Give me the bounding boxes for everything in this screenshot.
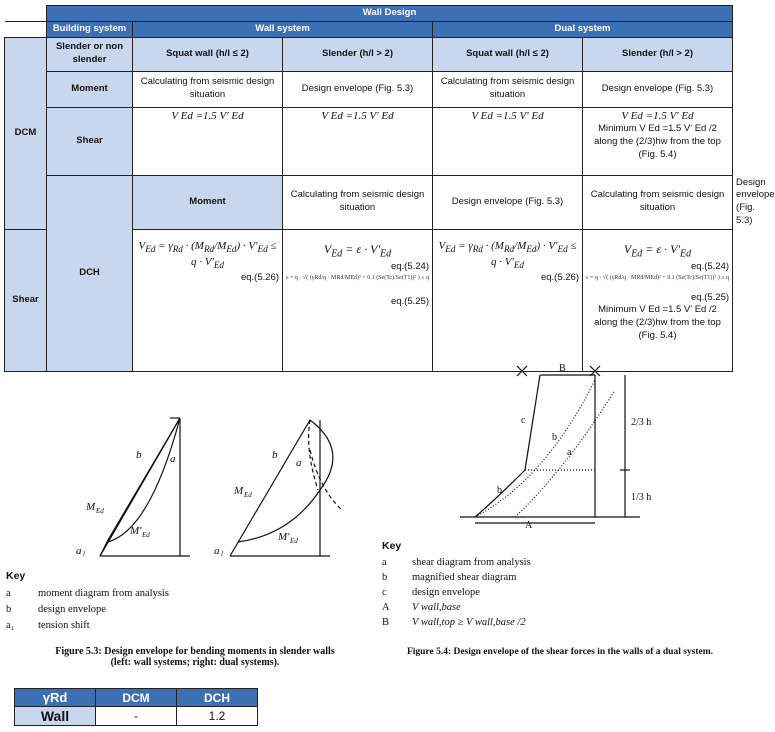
dcm-moment-dual-slender: Design envelope (Fig. 5.3)	[583, 71, 733, 107]
dcm-shear-formula: V Ed =1.5 V' Ed	[321, 109, 394, 122]
svg-text:B: B	[559, 363, 566, 374]
dual-squat-header: Squat wall (h/l ≤ 2)	[433, 37, 583, 71]
svg-text:a: a	[567, 447, 572, 458]
dcm-moment-wall-squat: Calculating from seismic design situation	[133, 71, 283, 107]
figure-5-3-drawing	[70, 410, 370, 560]
svg-text:A: A	[525, 520, 533, 531]
fig53-caption-line1: Figure 5.3: Design envelope for bending moments in slender walls	[55, 646, 335, 657]
key-row	[382, 617, 682, 628]
svg-text:M: M	[86, 501, 96, 513]
dcm-moment-dual-squat: Calculating from seismic design situation	[433, 71, 583, 107]
wall-system-header: Wall system	[133, 21, 433, 37]
svg-text:l: l	[83, 550, 85, 558]
svg-text:a: a	[214, 545, 220, 557]
dcm-shear-dual-squat	[433, 107, 583, 175]
key-text: V wall,base	[412, 602, 461, 613]
svg-text:Ed: Ed	[142, 531, 150, 539]
dch-squat-formula: $V_{Ed} = \gamma_{Rd} \cdot (M_{Rd}/M_{Ed}) \cdot V'_{Ed} \le q \cdot V'_{Ed}$	[138, 239, 277, 271]
dch-moment-dual-squat: Calculating from seismic design situation	[583, 175, 733, 229]
epsilon-formula: ε = q · √( (γRd/q · MRd/MEd)² + 0.1 (Se(Tc)/Se(T1))² ) ≤ q	[286, 274, 430, 281]
eq-ref: eq.(5.24)	[691, 260, 730, 272]
minimum-line: Minimum V Ed =1.5 V' Ed /2	[598, 123, 717, 135]
svg-text:c: c	[521, 415, 526, 426]
eq-ref: eq.(5.24)	[390, 260, 429, 272]
key-row	[382, 602, 682, 613]
gamma-dcm-header: DCM	[96, 689, 177, 707]
along-line: along the (2/3)hw from the top	[594, 136, 721, 148]
key-row	[6, 588, 206, 599]
key-symbol: b	[6, 604, 12, 615]
svg-text:b: b	[552, 432, 557, 443]
fig54-key-title: Key	[382, 540, 402, 552]
svg-text:b: b	[136, 449, 142, 461]
dcm-moment-label: Moment	[47, 71, 133, 107]
gamma-label: γRd	[15, 689, 96, 707]
key-row	[6, 620, 206, 631]
eq-ref: eq.(5.26)	[240, 272, 279, 283]
minimum-line: Minimum V Ed =1.5 V' Ed /2	[598, 304, 717, 316]
wall-slender-header: Slender (h/l > 2)	[283, 37, 433, 71]
key-text: design envelope	[38, 604, 106, 615]
key-symbol: b	[382, 572, 388, 583]
key-text: V wall,top ≥ V wall,base /2	[412, 617, 526, 628]
key-text: tension shift	[38, 620, 90, 631]
dch-moment-wall-slender: Design envelope (Fig. 5.3)	[433, 175, 583, 229]
fig54-key	[382, 540, 682, 628]
dch-slender-formula: $V_{Ed} = \varepsilon \cdot V'_{Ed}$	[623, 241, 692, 260]
dch-shear-wall-slender	[283, 229, 433, 371]
dch-moment-wall-squat: Calculating from seismic design situation	[283, 175, 433, 229]
eq-ref: eq.(5.26)	[540, 272, 579, 283]
key-row	[6, 604, 206, 615]
key-symbol: c	[382, 587, 387, 598]
gamma-row-label: Wall	[15, 707, 96, 726]
key-text: design envelope	[412, 587, 480, 598]
svg-text:a: a	[170, 453, 176, 465]
wall-design-table: Wall Design Building system Wall system Dual system DCM Slender or non slender Squat wall (h/l ≤ 2) Slender (h/l > 2) Squat wall (h/l ≤ 2) Slender (h/l > 2) Moment Calculating from seismic design situation Design envelope (Fig. 5.3) Calculating from seismic design situation Design envelope (Fig. 5.3) Shear V Ed =1.5 V' Ed V Ed =1.5 V' Ed V Ed =1.5 V' Ed V Ed =1.5 V' Ed Minimum V Ed =1.5 V' Ed /2 along the (2/3)hw from the top (Fig. 5.4) DCH Moment Calculating from seismic design situation Design envelope (Fig. 5.3) Calculating from seismic design situation Design envelope (Fig. 5.3) Shear $V_{Ed} = \gamma_{Rd} \cdot (M_{Rd}/M_{Ed}) \cdot V'_{Ed} \le q \cdot V'_{Ed}$ eq.(5.26) $V_{Ed} = \varepsilon \cdot V'_{Ed}$ eq.(5.24) ε = q · √( (γRd/q · MRd/MEd)² + 0.1 (Se(Tc)/Se(T1))² ) ≤ q eq.(5.25) $V_{Ed} = \gamma_{Rd} \cdot (M_{Rd}/M_{Ed}) \cdot V'_{Ed} \le q \cdot V'_{Ed}$ eq.(5.26) $V_{Ed} = \varepsilon \cdot V'_{Ed}$ eq.(5.24) ε = q · √( (γRd/q · MRd/MEd)² + 0.1 (Se(Tc)/Se(T1))² ) ≤ q eq.(5.25) Minimum V Ed =1.5 V' Ed /2 along the (2/3)hw from the top (Fig. 5.4)	[4, 5, 733, 372]
fig53-caption-line2: (left: wall systems; right: dual systems).	[110, 657, 280, 668]
svg-text:1/3 h: 1/3 h	[631, 492, 652, 503]
svg-text:a: a	[76, 545, 82, 557]
dcm-moment-wall-slender: Design envelope (Fig. 5.3)	[283, 71, 433, 107]
svg-text:a: a	[296, 457, 302, 469]
key-row	[382, 572, 682, 583]
svg-text:l: l	[221, 550, 223, 558]
dcm-shear-label: Shear	[47, 107, 133, 175]
fig53-key	[6, 570, 206, 631]
table-title: Wall Design	[47, 6, 733, 22]
dcm-shear-wall-squat	[133, 107, 283, 175]
dch-squat-formula: $V_{Ed} = \gamma_{Rd} \cdot (M_{Rd}/M_{Ed}) \cdot V'_{Ed} \le q \cdot V'_{Ed}$	[438, 239, 577, 271]
dch-slender-formula: $V_{Ed} = \varepsilon \cdot V'_{Ed}$	[323, 241, 392, 260]
fig53-key-title: Key	[6, 570, 26, 582]
gamma-dcm-value: -	[96, 707, 177, 726]
dual-system-header: Dual system	[433, 21, 733, 37]
svg-text:Ed: Ed	[244, 491, 252, 499]
fig54-ref: (Fig. 5.4)	[638, 149, 677, 161]
key-symbol: a	[382, 557, 387, 568]
dcm-shear-formula: V Ed =1.5 V' Ed	[171, 109, 244, 122]
eq-ref: eq.(5.25)	[691, 291, 730, 303]
svg-text:b: b	[272, 449, 278, 461]
gamma-dch-header: DCH	[177, 689, 258, 707]
svg-text:2/3 h: 2/3 h	[631, 417, 652, 428]
svg-text:Ed: Ed	[96, 507, 104, 515]
fig53-caption	[40, 646, 350, 668]
dcm-shear-formula: V Ed =1.5 V' Ed	[621, 109, 694, 122]
along-line: along the (2/3)hw from the top	[594, 317, 721, 329]
dcm-shear-formula: V Ed =1.5 V' Ed	[471, 109, 544, 122]
fig54-ref: (Fig. 5.4)	[638, 330, 677, 342]
dch-moment-label: Moment	[133, 175, 283, 229]
dch-shear-label: Shear	[5, 229, 47, 371]
svg-text:M': M'	[278, 531, 290, 543]
key-text: moment diagram from analysis	[38, 588, 169, 599]
gamma-rd-table	[14, 688, 258, 726]
dch-shear-dual-slender	[583, 229, 733, 371]
gamma-dch-value: 1.2	[177, 707, 258, 726]
dual-slender-header: Slender (h/l > 2)	[583, 37, 733, 71]
dcm-label: DCM	[5, 37, 47, 229]
epsilon-formula: ε = q · √( (γRd/q · MRd/MEd)² + 0.1 (Se(Tc)/Se(T1))² ) ≤ q	[586, 274, 730, 281]
key-row	[382, 587, 682, 598]
svg-text:b: b	[497, 485, 502, 496]
key-text: shear diagram from analysis	[412, 557, 531, 568]
key-row	[382, 557, 682, 568]
dch-label: DCH	[47, 175, 133, 371]
dch-shear-dual-squat	[433, 229, 583, 371]
building-system-header: Building system	[47, 21, 133, 37]
dcm-shear-wall-slender	[283, 107, 433, 175]
key-symbol: a₁	[6, 620, 15, 631]
key-symbol: a	[6, 588, 11, 599]
fig54-caption: Figure 5.4: Design envelope of the shear forces in the walls of a dual system.	[406, 647, 714, 657]
svg-text:M: M	[234, 485, 244, 497]
key-symbol: A	[382, 602, 390, 613]
eq-ref: eq.(5.25)	[390, 295, 429, 307]
svg-text:Ed: Ed	[290, 537, 298, 545]
dch-shear-wall-squat	[133, 229, 283, 371]
figure-5-4-drawing	[455, 360, 655, 530]
svg-text:M': M'	[130, 525, 142, 537]
key-symbol: B	[382, 617, 390, 628]
wall-squat-header: Squat wall (h/l ≤ 2)	[133, 37, 283, 71]
key-text: magnified shear diagram	[412, 572, 517, 583]
slender-header: Slender or non slender	[47, 37, 133, 71]
dcm-shear-dual-slender	[583, 107, 733, 175]
